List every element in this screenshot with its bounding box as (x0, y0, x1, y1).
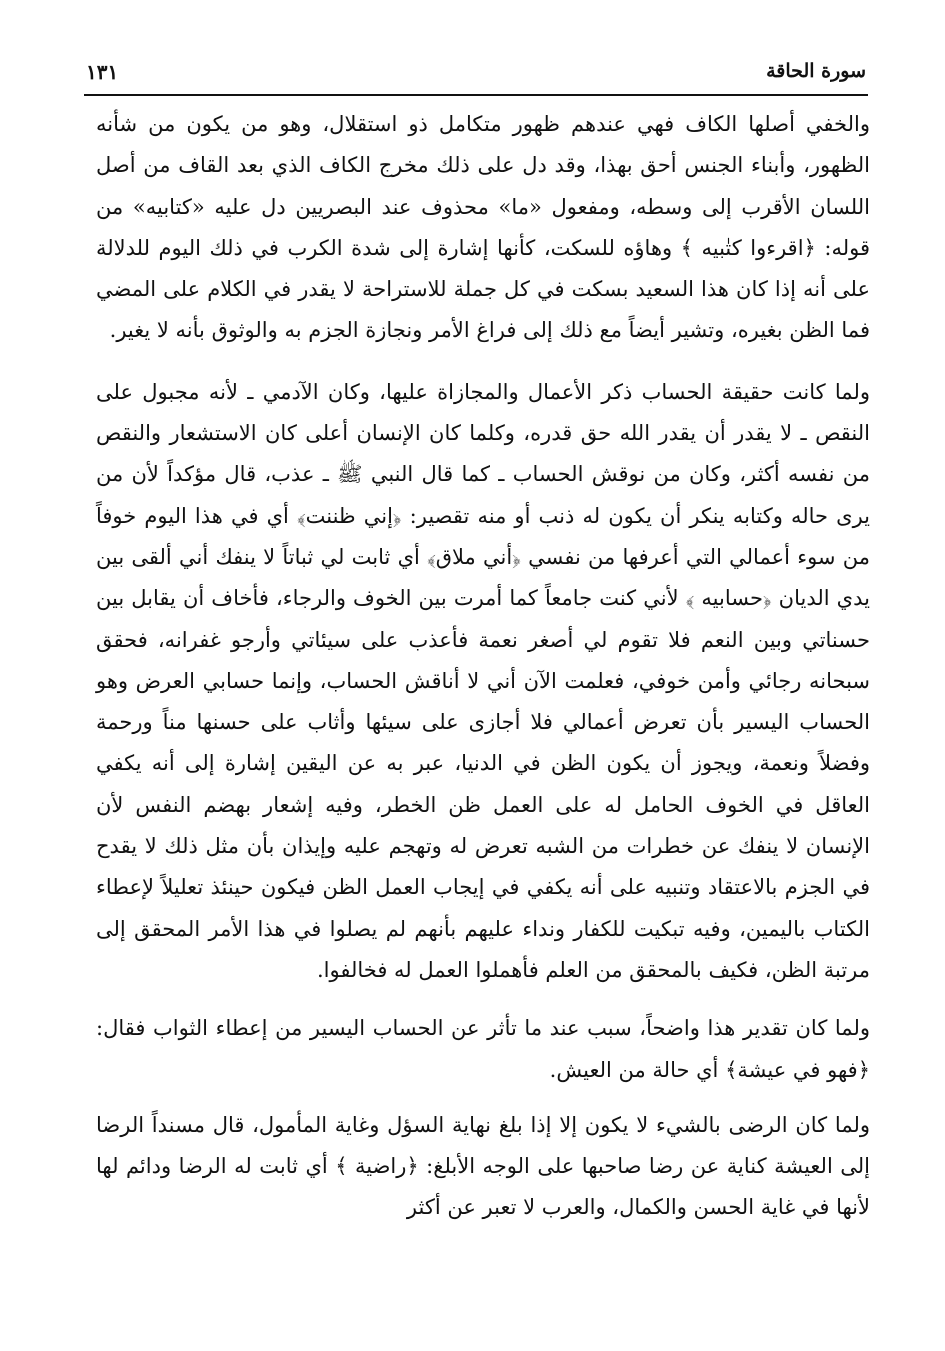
header-rule (84, 94, 868, 96)
running-header (86, 58, 866, 88)
surah-title: سورة الحاقة (766, 60, 866, 82)
paragraph: ولما كانت حقيقة الحساب ذكر الأعمال والمجازاة عليها، وكان الآدمي ـ لأنه مجبول على النقص ـ لا يقدر أن يقدر الله حق قدره، وكلما كان الإنسان أعلى كان الاستشعار والنقص من نفسه أكثر، وكان من نوقش الحساب ـ كما قال النبي ﷺ ـ عذب، قال مؤكداً لأن من يرى حاله وكتابه ينكر أن يكون له ذنب أو منه تقصير: ﴿إني ظننت﴾ أي في هذا اليوم خوفاً من سوء أعمالي التي أعرفها من نفسي ﴿أني ملاق﴾ أي ثابت لي ثباتاً لا ينفك أني ألقى بين يدي الديان ﴿حسابيه ﴾ لأني كنت جامعاً كما أمرت بين الخوف والرجاء، فأخاف أن يقابل بين حسناتي وبين النعم فلا تقوم لي أصغر نعمة فأعذب على سيئاتي وأرجو غفرانه، فحقق سبحانه رجائي وأمن خوفي، فعلمت الآن أني لا أناقش الحساب، وإنما حسابي العرض وهو الحساب اليسير بأن تعرض أعمالي فلا أجازى على سيئها وأثاب على حسنها مناً ورحمة وفضلاً ونعمة، ويجوز أن يكون الظن في الدنيا، عبر به عن اليقين إشارة إلى أنه يكفي العاقل في الخوف الحامل له على العمل ظن الخطر، وفيه إشعار بهضم النفس لأن الإنسان لا ينفك عن خطرات من الشبه تعرض له وتهجم عليه وإيذان بأن مثل ذلك لا يقدح في الجزم بالاعتقاد وتنبيه على أنه يكفي في إيجاب العمل الظن فيكون حينئذ تعليلاً لإعطاء الكتاب باليمين، وفيه تبكيت للكفار ونداء عليهم بأنهم لم يصلوا في هذا الأمر المحقق إلى مرتبة الظن، فكيف بالمحقق من العلم فأهملوا العمل له فخالفوا. (96, 379, 870, 982)
paragraph: ولما كان تقدير هذا واضحاً، سبب عند ما تأثر عن الحساب اليسير من إعطاء الثواب فقال: ﴿فهو في عيشة﴾ أي حالة من العيش. (96, 1016, 870, 1082)
page-body (96, 104, 870, 1229)
paragraph: والخفي أصلها الكاف فهي عندهم ظهور متكامل ذو استقلال، وهو من يكون من شأنه الظهور، وأبناء الجنس أحق بهذا، وقد دل على ذلك مخرج الكاف الذي بعد القاف من أصل اللسان الأقرب إلى وسطه، ومفعول «ما» محذوف عند البصريين دل عليه «كتابيه» من قوله: ﴿اقرءوا كتٰبيه ﴾ وهاؤه للسكت، كأنها إشارة إلى شدة الكرب في ذلك اليوم للدلالة على أنه إذا كان هذا السعيد بسكت في كل جملة للاستراحة لا يقدر في الكلام على المضي فما الظن بغيره، وتشير أيضاً مع ذلك إلى فراغ الأمر ونجازة الجزم به والوثوق بأنه لا يغير. (96, 112, 870, 343)
paragraph: ولما كان الرضى بالشيء لا يكون إلا إذا بلغ نهاية السؤل وغاية المأمول، قال مسنداً الرضا إلى العيشة كناية عن رضا صاحبها على الوجه الأبلغ: ﴿راضية ﴾ أي ثابت له الرضا ودائم لها لأنها في غاية الحسن والكمال، والعرب لا تعبر عن أكثر (96, 1112, 870, 1220)
page-number: ١٣١ (86, 60, 119, 84)
